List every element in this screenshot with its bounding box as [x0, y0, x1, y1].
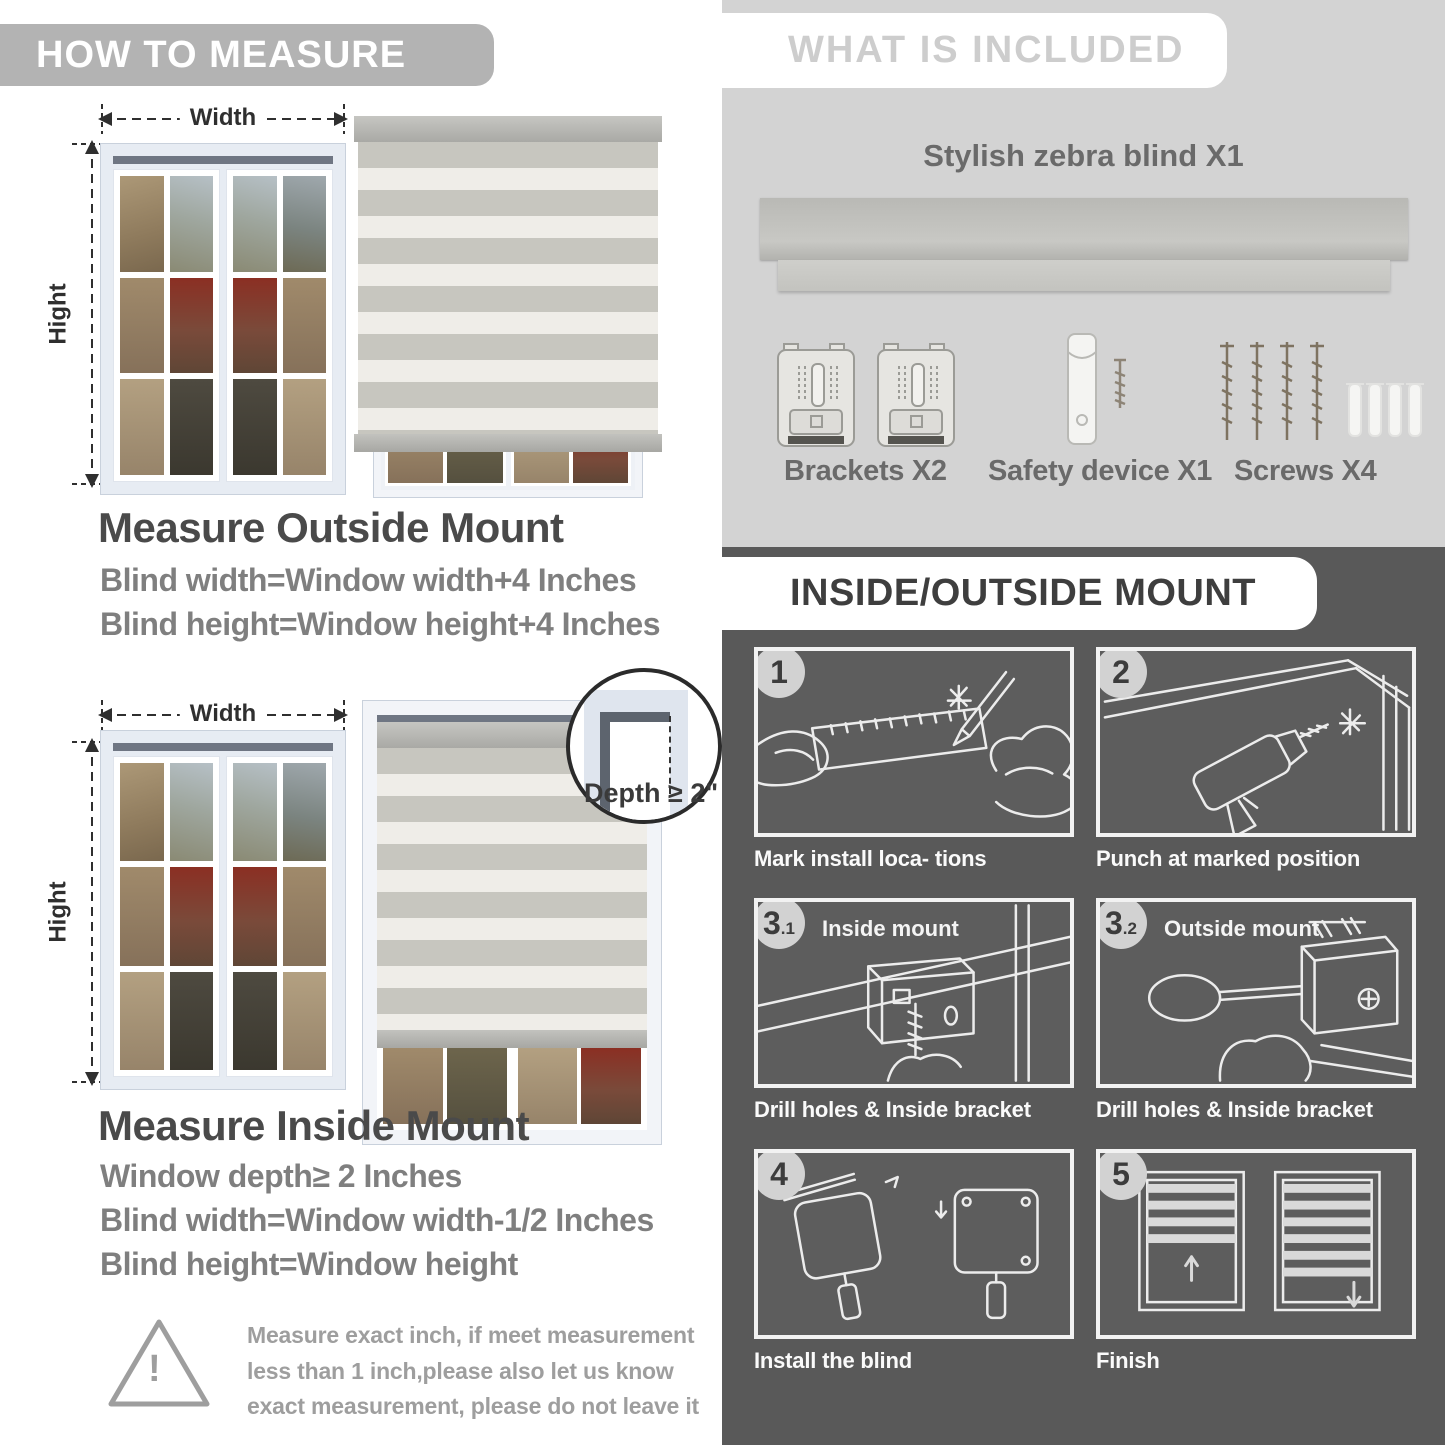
step-4-caption: Install the blind	[754, 1348, 912, 1373]
blind-valance-photo	[778, 260, 1390, 291]
blind-bottom-rail	[354, 434, 662, 452]
safety-device-label: Safety device X1	[988, 455, 1213, 487]
brackets-icon	[770, 340, 962, 458]
warning-exclamation: !	[148, 1348, 161, 1390]
step-number-badge: 4	[754, 1149, 805, 1200]
window-inside-mount	[100, 730, 346, 1090]
step-number-badge: 3 .1	[754, 898, 805, 949]
width-label: Width	[180, 700, 266, 728]
step-4-illustration	[754, 1149, 1074, 1339]
how-to-measure-title: HOW TO MEASURE	[36, 33, 407, 76]
width-arrow-inside	[96, 700, 350, 730]
step-number-badge: 5	[1096, 1149, 1147, 1200]
brackets-label: Brackets X2	[784, 455, 947, 487]
screws-icon	[1214, 336, 1428, 458]
step-3-1-illustration	[754, 898, 1074, 1088]
height-label-inside: Hight	[44, 881, 72, 943]
inside-mount-label: Inside mount	[822, 916, 959, 941]
zebra-blind-outside-mount	[358, 116, 658, 497]
inside-width-formula: Blind width=Window width-1/2 Inches	[100, 1202, 654, 1238]
width-label: Width	[180, 104, 266, 132]
window-head-rail	[113, 156, 333, 164]
mount-title: INSIDE/OUTSIDE MOUNT	[790, 572, 1257, 614]
what-is-included-panel	[722, 0, 1445, 547]
zebra-blind-graphic	[358, 116, 658, 452]
blind-headrail-photo	[760, 198, 1408, 260]
window-sash-right	[226, 756, 333, 1077]
step-3-1-caption: Drill holes & Inside bracket	[754, 1097, 1031, 1122]
window-sash-right	[226, 169, 333, 482]
mount-banner	[722, 557, 1317, 630]
mount-instructions-panel	[722, 547, 1445, 1445]
mount-steps-grid	[754, 647, 1418, 1374]
depth-requirement-label: Depth ≥ 2"	[584, 778, 719, 808]
what-is-included-banner	[722, 13, 1227, 88]
step-3-1	[754, 898, 1074, 1123]
step-number-badge: 2	[1096, 647, 1147, 698]
what-is-included-title: WHAT IS INCLUDED	[788, 29, 1185, 71]
height-label-outside: Hight	[44, 283, 72, 345]
step-2-illustration	[1096, 647, 1416, 837]
step-1-caption: Mark install loca- tions	[754, 846, 987, 871]
step-3-2-caption: Drill holes & Inside bracket	[1096, 1097, 1373, 1122]
step-4	[754, 1149, 1074, 1374]
inside-height-formula: Blind height=Window height	[100, 1246, 518, 1282]
step-5-illustration	[1096, 1149, 1416, 1339]
measure-mark-illustration	[758, 651, 1070, 833]
step-2-caption: Punch at marked position	[1096, 846, 1361, 871]
window-head-rail	[113, 743, 333, 751]
blind-headrail	[354, 116, 662, 142]
window-sash-left	[113, 169, 220, 482]
outside-mount-label: Outside mount	[1164, 916, 1320, 941]
step-number-badge: 1	[754, 647, 805, 698]
how-to-measure-banner	[0, 24, 494, 86]
outside-height-formula: Blind height=Window height+4 Inches	[100, 606, 661, 642]
step-1-illustration	[754, 647, 1074, 837]
outside-width-formula: Blind width=Window width+4 Inches	[100, 562, 637, 598]
finish-blinds-illustration	[1100, 1153, 1412, 1335]
step-1	[754, 647, 1074, 872]
blind-bottom-rail	[377, 1030, 647, 1048]
step-3-2	[1096, 898, 1416, 1123]
step-number-badge: 3 .2	[1096, 898, 1147, 949]
install-blind-illustration	[758, 1153, 1070, 1335]
step-5	[1096, 1149, 1416, 1374]
product-quantity-label: Stylish zebra blind X1	[923, 138, 1244, 173]
window-sash-left	[113, 756, 220, 1077]
drill-illustration	[1100, 651, 1412, 833]
window-outside-mount	[100, 143, 346, 495]
warning-note-text: Measure exact inch, if meet measurement less than 1 inch,please also let us know exact measurement, please do not leave it	[247, 1322, 699, 1420]
inside-depth-formula: Window depth≥ 2 Inches	[100, 1158, 462, 1194]
step-2	[1096, 647, 1416, 872]
inside-mount-title: Measure Inside Mount	[98, 1102, 530, 1149]
step-3-2-illustration	[1096, 898, 1416, 1088]
width-arrow-outside	[96, 104, 350, 134]
safety-device-icon	[1040, 330, 1150, 454]
outside-mount-title: Measure Outside Mount	[98, 504, 564, 551]
screws-label: Screws X4	[1234, 455, 1377, 487]
step-5-caption: Finish	[1096, 1348, 1160, 1373]
blind-fabric-stripes	[358, 142, 658, 434]
